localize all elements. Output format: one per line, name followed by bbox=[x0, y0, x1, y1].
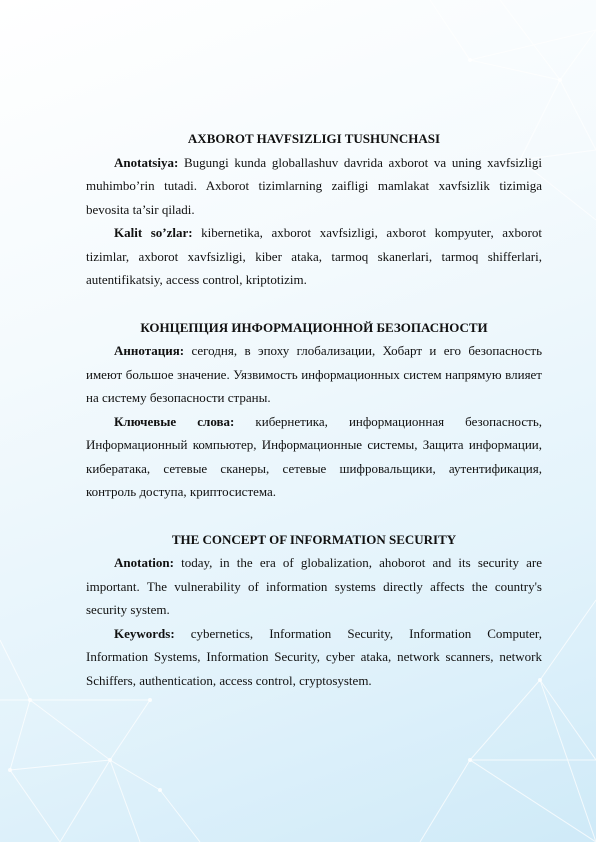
abstract-text: Bugungi kunda globallashuv davrida axborot va uning xavfsizligi muhimbo’rin tutadi. Axborot tizimlarning zaifligi mamlakat xavfsizlik tizimiga bevosita ta’sir qiladi. bbox=[86, 154, 543, 217]
keywords-label: Ключевые слова: bbox=[114, 413, 235, 429]
abstract-text: сегодня, в эпоху глобализации, Хобарт и его безопасность имеют большое значение. Уязвимость информационных систем напрямую влияет на систему безопасности страны. bbox=[86, 343, 542, 405]
article-page bbox=[86, 127, 542, 692]
keywords-text: kibernetika, axborot xavfsizligi, axborot kompyuter, axborot tizimlar, axborot xavfsizligi, kiber ataka, tarmoq skanerlari, tarmoq shifferlari, autentifikatsiy, access control, kriptotizim. bbox=[86, 225, 542, 287]
abstract-label: Аннотация: bbox=[114, 343, 185, 358]
section-uzbek bbox=[86, 127, 542, 292]
keywords-label: Keywords: bbox=[114, 625, 175, 641]
section-title: THE CONCEPT OF INFORMATION SECURITY bbox=[171, 531, 457, 547]
abstract-label: Anotation: bbox=[114, 555, 174, 570]
abstract-text: today, in the era of globalization, ahoborot and its security are important. The vulnerability of information systems directly affects the country's security system. bbox=[86, 555, 542, 617]
section-title: AXBOROT HAVFSIZLIGI TUSHUNCHASI bbox=[187, 131, 441, 146]
keywords-paragraph bbox=[86, 410, 542, 504]
abstract-paragraph bbox=[86, 551, 542, 622]
section-english bbox=[86, 528, 542, 693]
abstract-label: Anotatsiya: bbox=[114, 154, 179, 170]
keywords-paragraph bbox=[86, 622, 542, 693]
abstract-paragraph bbox=[86, 151, 542, 222]
abstract-paragraph bbox=[86, 339, 542, 410]
section-title: КОНЦЕПЦИЯ ИНФОРМАЦИОННОЙ БЕЗОПАСНОСТИ bbox=[140, 319, 488, 335]
section-spacer bbox=[86, 504, 542, 528]
keywords-paragraph bbox=[86, 221, 542, 292]
section-russian bbox=[86, 316, 542, 504]
keywords-text: cybernetics, Information Security, Information Computer, Information Systems, Information Security, cyber ataka, network scanners, network Schiffers, authentication, access control, cryptosystem. bbox=[86, 625, 542, 688]
keywords-label: Kalit so’zlar: bbox=[114, 225, 193, 240]
section-spacer bbox=[86, 292, 542, 316]
keywords-text: кибернетика, информационная безопасность, Информационный компьютер, Информационные системы, Защита информации, кибератака, сетевые сканеры, сетевые шифровальщики, аутентификация, контроль доступа, криптосистема. bbox=[86, 413, 542, 499]
